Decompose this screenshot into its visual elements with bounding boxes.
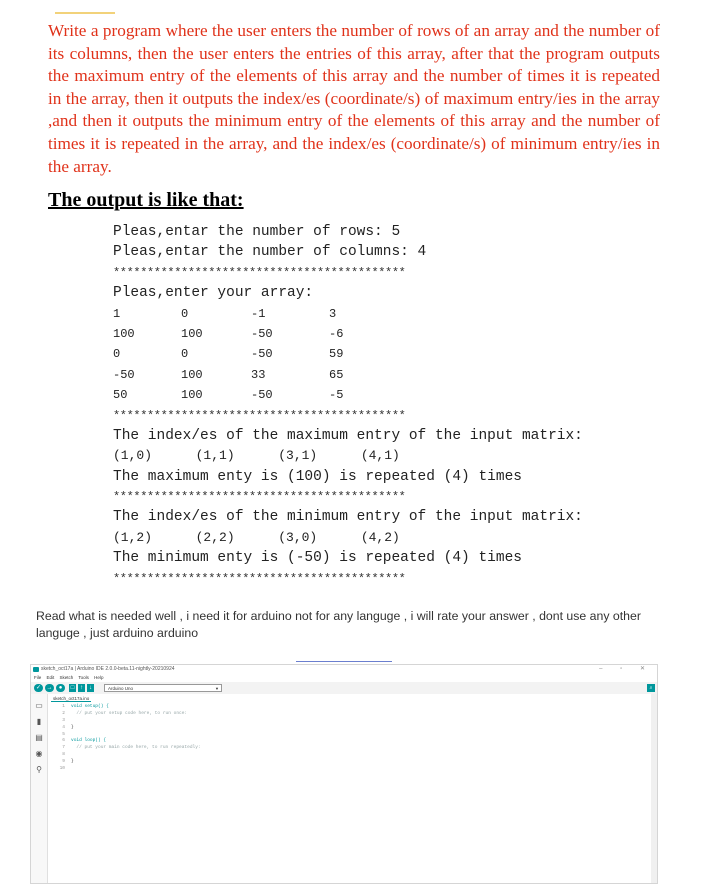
library-manager-icon[interactable]: ▤ [35, 733, 43, 742]
line-number: 7 [62, 745, 65, 751]
top-accent-line [55, 12, 115, 14]
matrix-row [113, 365, 583, 385]
matrix-row [113, 385, 583, 405]
code-text: // put your setup code here, to run once: [71, 710, 188, 716]
matrix-cell: 50 [113, 388, 128, 403]
matrix-cell: -50 [113, 367, 135, 382]
matrix-cell: 1 [113, 306, 121, 321]
matrix-cell: 100 [181, 388, 203, 403]
arduino-ide-window [30, 664, 658, 884]
code-line [51, 766, 201, 773]
line-number: 4 [62, 724, 65, 730]
debug-icon[interactable]: ● [56, 684, 65, 692]
boards-manager-icon[interactable]: ▮ [36, 717, 42, 726]
board-name: Arduino Uno [108, 686, 134, 691]
ide-title: sketch_oct17a | Arduino IDE 2.0.0-beta.11-nightly-20210924 [41, 666, 175, 672]
cols-prompt: Pleas,entar the number of columns: 4 [113, 244, 427, 261]
line-number: 10 [59, 766, 65, 772]
file-tab[interactable]: sketch_oct17a.ino [53, 696, 90, 701]
line-number: 1 [62, 704, 65, 709]
folder-icon[interactable]: ▭ [35, 701, 43, 710]
matrix-cell: 100 [181, 326, 203, 341]
matrix-cell: 65 [329, 367, 344, 382]
matrix-cell: -5 [329, 388, 344, 403]
chevron-down-icon: ▼ [215, 686, 219, 691]
stars-divider: ******************************************* [113, 408, 406, 423]
ide-menu-bar[interactable]: File Edit Sketch Tools Help [34, 675, 104, 680]
code-line [51, 725, 201, 732]
matrix-cell: 0 [113, 347, 121, 362]
line-number: 9 [62, 759, 65, 765]
line-number: 6 [62, 738, 65, 744]
user-note: Read what is needed well , i need it for arduino not for any languge , i will rate your answer , dont use any other languge , just arduino arduino [36, 609, 641, 640]
search-icon[interactable]: ⚲ [36, 765, 42, 774]
array-prompt: Pleas,enter your array: [113, 285, 314, 302]
new-sketch-icon[interactable]: □ [70, 685, 75, 691]
matrix-cell: 0 [181, 306, 189, 321]
line-number: 5 [62, 731, 65, 737]
board-selector[interactable] [104, 684, 222, 692]
matrix-row [113, 324, 583, 344]
matrix-cell: -50 [251, 388, 273, 403]
matrix-cell: 100 [181, 367, 203, 382]
matrix-cell: 59 [329, 347, 344, 362]
matrix-cell: -50 [251, 347, 273, 362]
matrix-cell: -1 [251, 306, 266, 321]
upload-icon[interactable]: → [46, 685, 53, 691]
editor-scrollbar[interactable] [651, 694, 657, 883]
stars-divider: ******************************************* [113, 490, 406, 505]
min-coords: (1,2) (2,2) (3,0) (4,2) [113, 529, 400, 545]
verify-icon[interactable]: ✓ [35, 685, 42, 691]
output-heading: The output is like that: [48, 189, 244, 211]
rows-prompt: Pleas,entar the number of rows: 5 [113, 224, 401, 240]
matrix-cell: 3 [329, 306, 337, 321]
max-index-title: The index/es of the maximum entry of the input matrix: [113, 427, 583, 444]
matrix-cell: -50 [251, 326, 273, 341]
code-text: void loop() { [71, 738, 107, 744]
max-coords: (1,0) (1,1) (3,1) (4,1) [113, 448, 400, 464]
matrix-cell: 33 [251, 367, 266, 382]
code-text: } [71, 759, 74, 765]
question-text: Write a program where the user enters the number of rows of an array and the number of its columns, then the user enters the entries of this array, after that the program outputs the maximum entry of the elements of this array and the number of times it is repeated in the array, then it outputs the index/es (coordinate/s) of maximum entry/ies in the array ,and then it outputs the minimum entry of the elements of this array and the number of times it is repeated in the array, and the index/es (coordinate/s) of minimum entry/ies in the array. [48, 21, 660, 176]
code-text: void setup() { [71, 704, 109, 709]
serial-monitor-icon[interactable]: ⌕ [647, 684, 655, 692]
min-summary: The minimum enty is (-50) is repeated (4) times [113, 550, 522, 567]
arduino-logo-icon [33, 667, 39, 672]
debug-panel-icon[interactable]: ◉ [35, 749, 43, 758]
code-line [51, 745, 201, 752]
matrix-cell: 0 [181, 347, 189, 362]
code-line [51, 718, 201, 725]
min-index-title: The index/es of the minimum entry of the input matrix: [113, 509, 583, 526]
code-line [51, 704, 201, 711]
line-number: 2 [62, 710, 65, 716]
matrix-row [113, 344, 583, 364]
window-controls[interactable]: – ▫ ✕ [599, 666, 653, 672]
divider-line [296, 661, 392, 662]
ide-title-bar [31, 665, 657, 674]
ide-sidebar [31, 694, 48, 883]
code-editor[interactable] [51, 704, 201, 773]
max-summary: The maximum enty is (100) is repeated (4) times [113, 468, 522, 485]
matrix-cell: 100 [113, 326, 135, 341]
code-line [51, 759, 201, 766]
code-text: } [71, 724, 74, 730]
open-sketch-icon[interactable]: ↑ [80, 685, 83, 691]
ide-toolbar [31, 682, 657, 694]
matrix [113, 304, 583, 406]
line-number: 3 [62, 717, 65, 723]
stars-divider: ******************************************* [113, 265, 406, 280]
save-sketch-icon[interactable]: ↓ [89, 685, 92, 691]
console-output [113, 222, 583, 589]
matrix-row [113, 304, 583, 324]
line-number: 8 [62, 752, 65, 758]
matrix-cell: -6 [329, 326, 344, 341]
code-line [51, 711, 201, 718]
stars-divider: ******************************************* [113, 571, 406, 586]
code-text: // put your main code here, to run repeatedly: [71, 745, 201, 751]
